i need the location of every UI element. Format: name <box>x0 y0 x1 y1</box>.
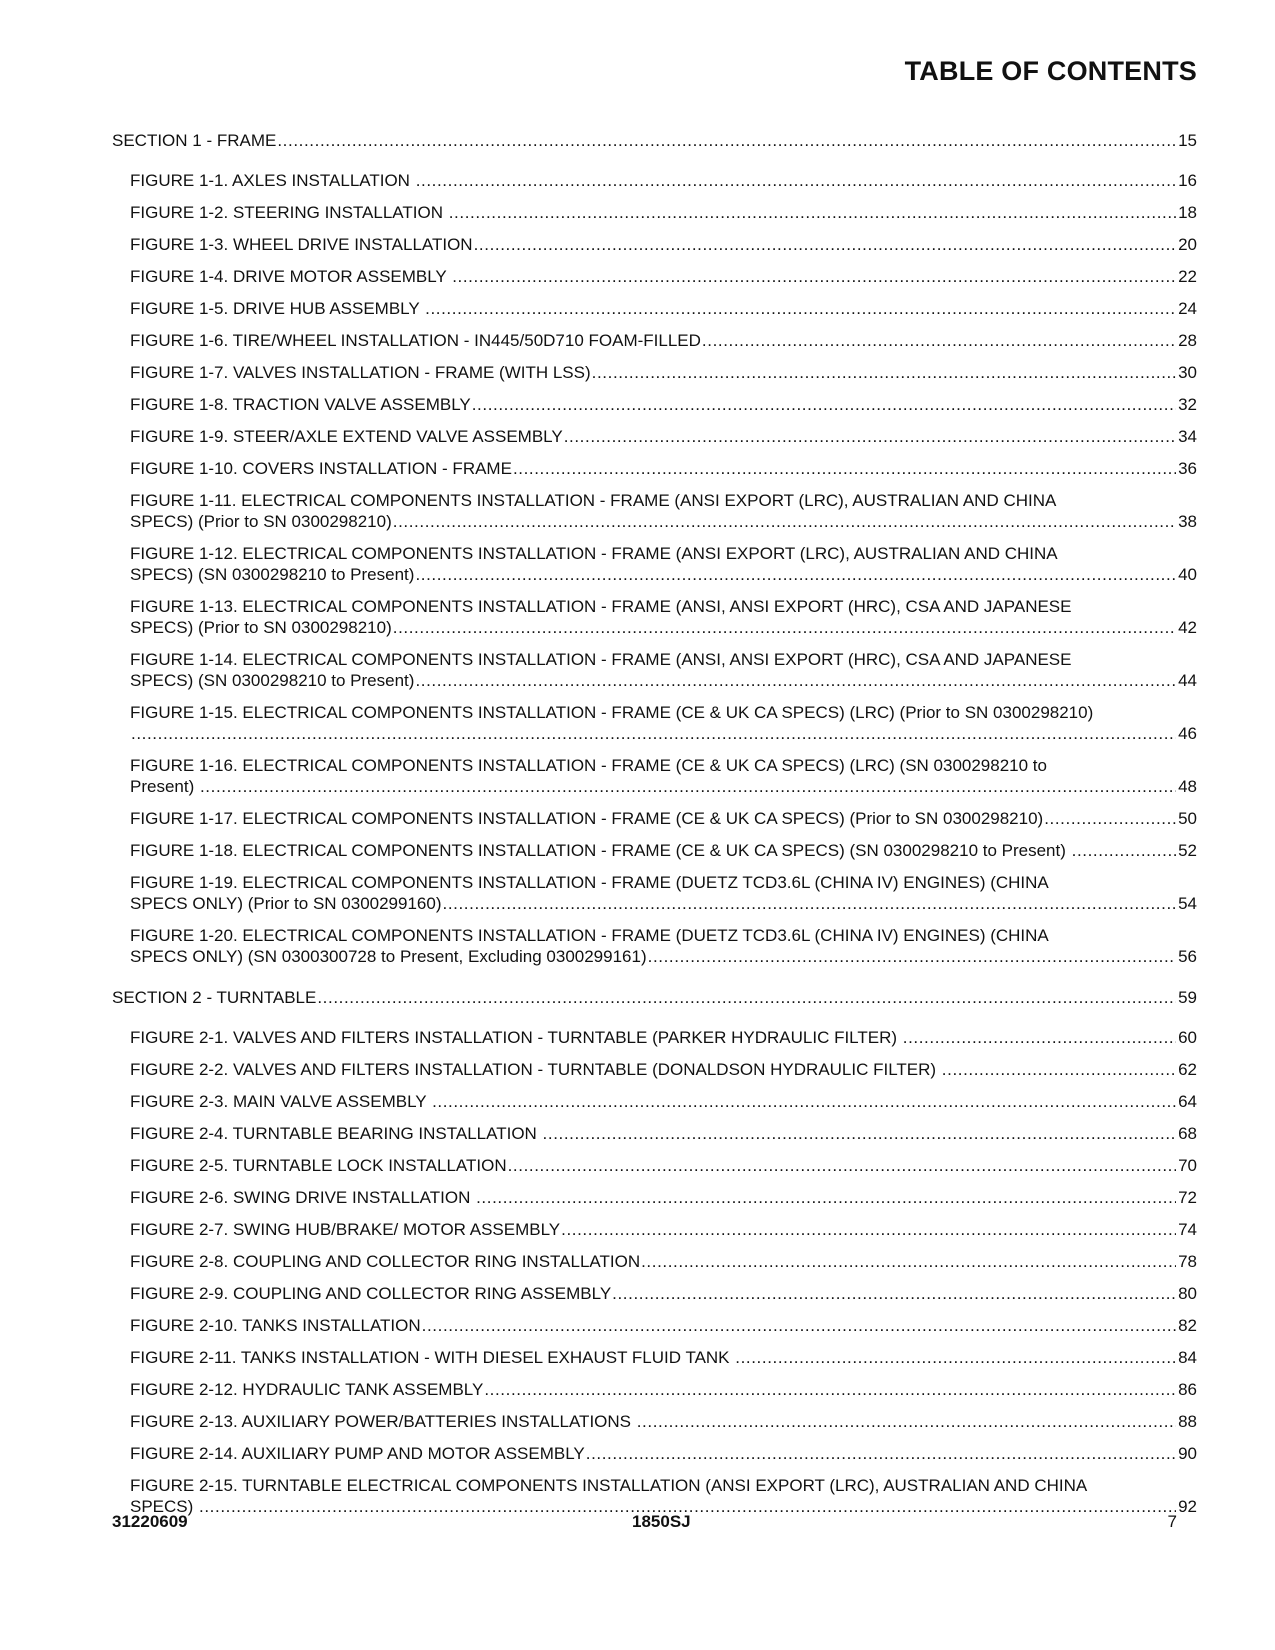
dot-leader <box>543 1123 1177 1144</box>
dot-leader <box>508 1155 1176 1176</box>
document-number: 31220609 <box>112 1512 188 1531</box>
dot-leader <box>449 202 1176 223</box>
toc-page-number: 22 <box>1178 267 1197 286</box>
dot-leader <box>443 893 1177 914</box>
toc-figure-entry[interactable] <box>112 872 1197 914</box>
toc-entry-title: FIGURE 1-2. STEERING INSTALLATION <box>130 203 448 222</box>
toc-figure-entry[interactable] <box>112 490 1197 532</box>
toc-entry-title: FIGURE 2-7. SWING HUB/BRAKE/ MOTOR ASSEMBLY <box>130 1220 561 1239</box>
toc-page-number: 40 <box>1178 565 1197 584</box>
toc-figure-entry[interactable] <box>112 1443 1197 1464</box>
toc-entry-title: FIGURE 2-14. AUXILIARY PUMP AND MOTOR ASSEMBLY <box>130 1444 585 1463</box>
toc-entry-title-line1: FIGURE 2-15. TURNTABLE ELECTRICAL COMPONENTS INSTALLATION (ANSI EXPORT (LRC), AUSTRALIAN AND CHINA <box>130 1476 1088 1495</box>
toc-entry-title-line1: FIGURE 1-11. ELECTRICAL COMPONENTS INSTALLATION - FRAME (ANSI EXPORT (LRC), AUSTRALIAN AND CHINA <box>130 491 1057 510</box>
toc-figure-entry[interactable] <box>112 702 1197 744</box>
toc-entry-title: FIGURE 1-10. COVERS INSTALLATION - FRAME <box>130 459 512 478</box>
dot-leader <box>564 426 1176 447</box>
toc-entry-title: SPECS) <box>130 1497 199 1516</box>
toc-figure-entry[interactable] <box>112 1123 1197 1144</box>
toc-section-entry[interactable] <box>112 987 1197 1008</box>
dot-leader <box>200 776 1176 797</box>
toc-page-number: 15 <box>1178 131 1197 150</box>
toc-page-number: 34 <box>1178 427 1197 446</box>
toc-entry-title: FIGURE 2-6. SWING DRIVE INSTALLATION <box>130 1188 476 1207</box>
dot-leader <box>476 1187 1176 1208</box>
toc-page-number: 60 <box>1178 1028 1197 1047</box>
toc-entry-title: SPECS) (Prior to SN 0300298210) <box>130 512 392 531</box>
dot-leader <box>474 234 1176 255</box>
toc-page-number: 32 <box>1178 395 1197 414</box>
toc-page-number: 42 <box>1178 618 1197 637</box>
toc-page-number: 46 <box>1178 724 1197 743</box>
toc-entry-title-line1: FIGURE 1-16. ELECTRICAL COMPONENTS INSTALLATION - FRAME (CE & UK CA SPECS) (LRC) (SN 0300298210 to <box>130 756 1047 775</box>
toc-entry-title-line1: FIGURE 1-20. ELECTRICAL COMPONENTS INSTALLATION - FRAME (DUETZ TCD3.6L (CHINA IV) ENGINES) (CHINA <box>130 926 1049 945</box>
page-title: TABLE OF CONTENTS <box>904 56 1197 86</box>
toc-entry-title: FIGURE 1-7. VALVES INSTALLATION - FRAME (WITH LSS) <box>130 363 591 382</box>
toc-page-number: 59 <box>1178 988 1197 1007</box>
toc-page-number: 28 <box>1178 331 1197 350</box>
toc-entry-title: SPECS ONLY) (SN 0300300728 to Present, Excluding 0300299161) <box>130 947 647 966</box>
toc-entry-title: FIGURE 2-10. TANKS INSTALLATION <box>130 1316 421 1335</box>
toc-entry-title: FIGURE 2-9. COUPLING AND COLLECTOR RING ASSEMBLY <box>130 1284 612 1303</box>
toc-entry-title: FIGURE 2-11. TANKS INSTALLATION - WITH DIESEL EXHAUST FLUID TANK <box>130 1348 735 1367</box>
toc-entry-title: SPECS) (Prior to SN 0300298210) <box>130 618 392 637</box>
toc-entry-title-line1: FIGURE 1-19. ELECTRICAL COMPONENTS INSTALLATION - FRAME (DUETZ TCD3.6L (CHINA IV) ENGINES) (CHINA <box>130 873 1049 892</box>
toc-figure-entry[interactable] <box>112 649 1197 691</box>
toc-figure-entry[interactable] <box>112 925 1197 967</box>
toc-entry-title: FIGURE 2-13. AUXILIARY POWER/BATTERIES INSTALLATIONS <box>130 1412 636 1431</box>
toc-page-number: 82 <box>1178 1316 1197 1335</box>
dot-leader <box>1044 808 1176 829</box>
toc-entry-title: FIGURE 2-5. TURNTABLE LOCK INSTALLATION <box>130 1156 507 1175</box>
toc-entry-title: FIGURE 1-8. TRACTION VALVE ASSEMBLY <box>130 395 471 414</box>
toc-figure-entry[interactable] <box>112 755 1197 797</box>
toc-page-number: 72 <box>1178 1188 1197 1207</box>
toc-page-number: 50 <box>1178 809 1197 828</box>
toc-figure-entry[interactable] <box>112 1219 1197 1240</box>
toc-figure-entry[interactable] <box>112 1379 1197 1400</box>
dot-leader <box>393 511 1176 532</box>
toc-figure-entry[interactable] <box>112 1411 1197 1432</box>
dot-leader <box>415 670 1176 691</box>
toc-page-number: 38 <box>1178 512 1197 531</box>
toc-page-number: 86 <box>1178 1380 1197 1399</box>
toc-figure-entry[interactable] <box>112 394 1197 415</box>
toc-page-number: 52 <box>1178 841 1197 860</box>
dot-leader <box>903 1027 1176 1048</box>
toc-page-number: 80 <box>1178 1284 1197 1303</box>
toc-figure-entry[interactable] <box>112 170 1197 191</box>
toc-entry-title: SPECS ONLY) (Prior to SN 0300299160) <box>130 894 442 913</box>
table-of-contents <box>112 130 1197 1528</box>
toc-figure-entry[interactable] <box>112 362 1197 383</box>
dot-leader <box>1072 840 1176 861</box>
dot-leader <box>317 987 1176 1008</box>
toc-entry-title: FIGURE 2-2. VALVES AND FILTERS INSTALLATION - TURNTABLE (DONALDSON HYDRAULIC FILTER) <box>130 1060 941 1079</box>
toc-entry-title: FIGURE 2-4. TURNTABLE BEARING INSTALLATION <box>130 1124 542 1143</box>
toc-entry-title-line1: FIGURE 1-14. ELECTRICAL COMPONENTS INSTALLATION - FRAME (ANSI, ANSI EXPORT (HRC), CSA AND JAPANESE <box>130 650 1072 669</box>
dot-leader <box>393 617 1176 638</box>
toc-figure-entry[interactable] <box>112 1091 1197 1112</box>
toc-figure-entry[interactable] <box>112 1155 1197 1176</box>
toc-page-number: 64 <box>1178 1092 1197 1111</box>
toc-figure-entry[interactable] <box>112 298 1197 319</box>
toc-entry-title: SECTION 1 - FRAME <box>112 131 277 150</box>
toc-page-number: 54 <box>1178 894 1197 913</box>
dot-leader <box>637 1411 1176 1432</box>
toc-figure-entry[interactable] <box>112 543 1197 585</box>
dot-leader <box>422 1315 1176 1336</box>
toc-entry-title: FIGURE 1-18. ELECTRICAL COMPONENTS INSTALLATION - FRAME (CE & UK CA SPECS) (SN 0300298210 to Present) <box>130 841 1071 860</box>
toc-figure-entry[interactable] <box>112 1283 1197 1304</box>
toc-entry-title: FIGURE 1-6. TIRE/WHEEL INSTALLATION - IN445/50D710 FOAM-FILLED <box>130 331 701 350</box>
toc-page-number: 56 <box>1178 947 1197 966</box>
dot-leader <box>648 946 1176 967</box>
toc-figure-entry[interactable] <box>112 1187 1197 1208</box>
toc-figure-entry[interactable] <box>112 234 1197 255</box>
toc-page-number: 90 <box>1178 1444 1197 1463</box>
toc-entry-title: FIGURE 2-3. MAIN VALVE ASSEMBLY <box>130 1092 432 1111</box>
dot-leader <box>612 1283 1176 1304</box>
toc-page-number: 92 <box>1178 1497 1197 1516</box>
toc-page-number: 68 <box>1178 1124 1197 1143</box>
dot-leader <box>416 170 1176 191</box>
toc-figure-entry[interactable] <box>112 426 1197 447</box>
toc-entry-title: SPECS) (SN 0300298210 to Present) <box>130 565 415 584</box>
toc-page-number: 62 <box>1178 1060 1197 1079</box>
toc-figure-entry[interactable] <box>112 1347 1197 1368</box>
toc-entry-title-line1: FIGURE 1-12. ELECTRICAL COMPONENTS INSTALLATION - FRAME (ANSI EXPORT (LRC), AUSTRALIAN AND CHINA <box>130 544 1058 563</box>
dot-leader <box>561 1219 1176 1240</box>
toc-page-number: 88 <box>1178 1412 1197 1431</box>
page-number: 7 <box>1167 1512 1177 1531</box>
toc-figure-entry[interactable] <box>112 808 1197 829</box>
toc-page-number: 16 <box>1178 171 1197 190</box>
dot-leader <box>472 394 1176 415</box>
dot-leader <box>484 1379 1176 1400</box>
dot-leader <box>586 1443 1176 1464</box>
toc-figure-entry[interactable] <box>112 330 1197 351</box>
toc-section-entry[interactable] <box>112 130 1197 151</box>
toc-entry-title: SPECS) (SN 0300298210 to Present) <box>130 671 415 690</box>
toc-page-number: 36 <box>1178 459 1197 478</box>
toc-entry-title: Present) <box>130 777 199 796</box>
toc-figure-entry[interactable] <box>112 840 1197 861</box>
toc-page-number: 84 <box>1178 1348 1197 1367</box>
dot-leader <box>641 1251 1176 1272</box>
toc-page-number: 74 <box>1178 1220 1197 1239</box>
toc-figure-entry[interactable] <box>112 596 1197 638</box>
toc-entry-title: FIGURE 1-5. DRIVE HUB ASSEMBLY <box>130 299 425 318</box>
toc-figure-entry[interactable] <box>112 1027 1197 1048</box>
toc-page-number: 44 <box>1178 671 1197 690</box>
toc-figure-entry[interactable] <box>112 266 1197 287</box>
toc-page-number: 30 <box>1178 363 1197 382</box>
dot-leader <box>131 723 1176 744</box>
toc-entry-title: FIGURE 1-9. STEER/AXLE EXTEND VALVE ASSEMBLY <box>130 427 563 446</box>
toc-page-number: 78 <box>1178 1252 1197 1271</box>
toc-page-number: 48 <box>1178 777 1197 796</box>
toc-entry-title: FIGURE 1-3. WHEEL DRIVE INSTALLATION <box>130 235 473 254</box>
toc-figure-entry[interactable] <box>112 202 1197 223</box>
toc-page-number: 70 <box>1178 1156 1197 1175</box>
dot-leader <box>277 130 1176 151</box>
toc-figure-entry[interactable] <box>112 1059 1197 1080</box>
toc-entry-title: FIGURE 1-17. ELECTRICAL COMPONENTS INSTALLATION - FRAME (CE & UK CA SPECS) (Prior to SN 0300298210) <box>130 809 1044 828</box>
toc-figure-entry[interactable] <box>112 1475 1197 1517</box>
toc-entry-title: FIGURE 1-1. AXLES INSTALLATION <box>130 171 415 190</box>
toc-entry-title: SECTION 2 - TURNTABLE <box>112 988 317 1007</box>
toc-figure-entry[interactable] <box>112 458 1197 479</box>
toc-page-number: 24 <box>1178 299 1197 318</box>
dot-leader <box>735 1347 1176 1368</box>
dot-leader <box>425 298 1176 319</box>
toc-entry-title-line1: FIGURE 1-13. ELECTRICAL COMPONENTS INSTALLATION - FRAME (ANSI, ANSI EXPORT (HRC), CSA AND JAPANESE <box>130 597 1072 616</box>
dot-leader <box>415 564 1176 585</box>
toc-entry-title: FIGURE 2-12. HYDRAULIC TANK ASSEMBLY <box>130 1380 484 1399</box>
toc-entry-title: FIGURE 2-8. COUPLING AND COLLECTOR RING INSTALLATION <box>130 1252 641 1271</box>
toc-figure-entry[interactable] <box>112 1251 1197 1272</box>
dot-leader <box>702 330 1176 351</box>
toc-entry-title: FIGURE 2-1. VALVES AND FILTERS INSTALLATION - TURNTABLE (PARKER HYDRAULIC FILTER) <box>130 1028 902 1047</box>
dot-leader <box>513 458 1176 479</box>
toc-page-number: 20 <box>1178 235 1197 254</box>
toc-page-number: 18 <box>1178 203 1197 222</box>
toc-figure-entry[interactable] <box>112 1315 1197 1336</box>
dot-leader <box>452 266 1176 287</box>
dot-leader <box>942 1059 1176 1080</box>
dot-leader <box>592 362 1176 383</box>
model-name: 1850SJ <box>632 1512 691 1531</box>
toc-entry-title-line1: FIGURE 1-15. ELECTRICAL COMPONENTS INSTALLATION - FRAME (CE & UK CA SPECS) (LRC) (Prior to SN 0300298210) <box>130 703 1094 722</box>
dot-leader <box>432 1091 1176 1112</box>
toc-entry-title: FIGURE 1-4. DRIVE MOTOR ASSEMBLY <box>130 267 452 286</box>
